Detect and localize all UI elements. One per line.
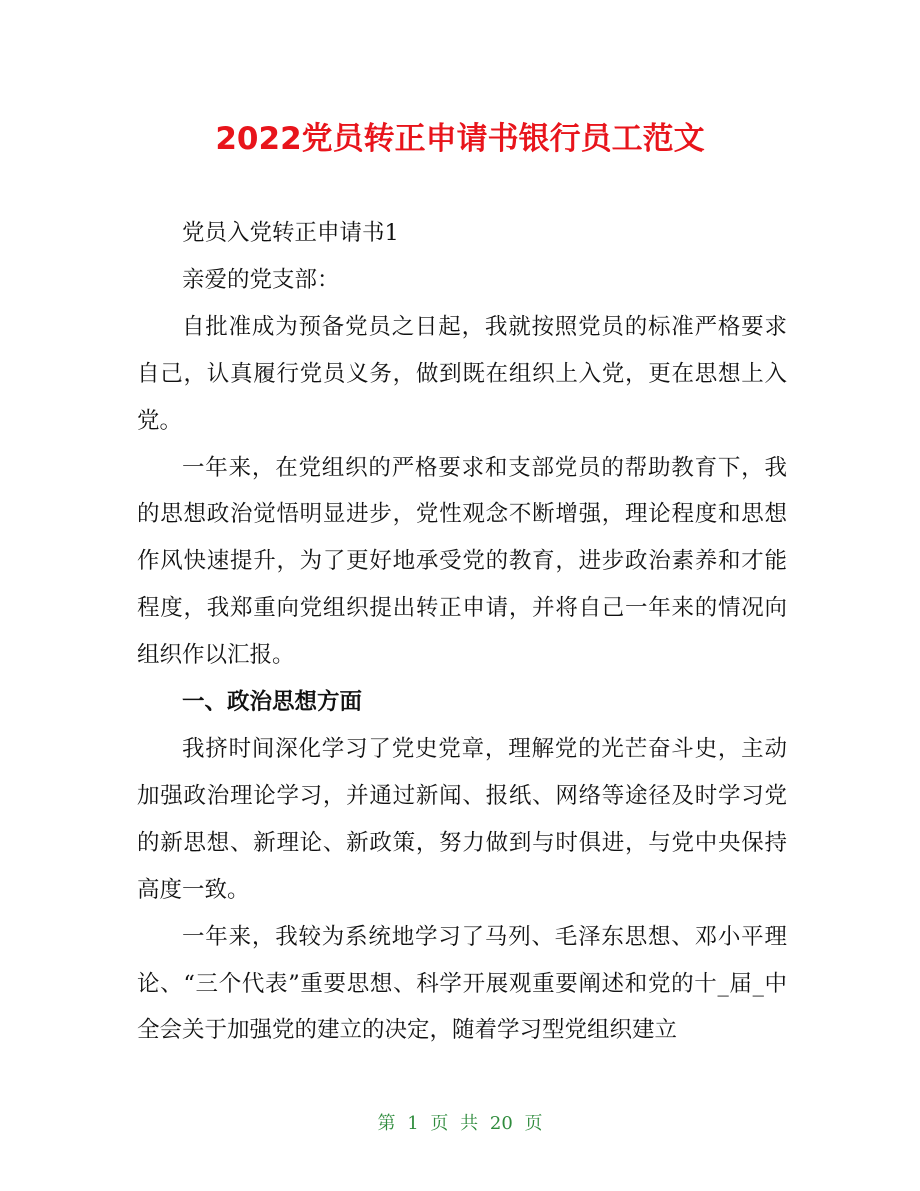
total-pages: 20 <box>489 1113 513 1134</box>
paragraph-salutation: 亲爱的党支部： <box>182 266 340 293</box>
paragraph-heading-line: 党员入党转正申请书1 <box>182 220 399 246</box>
paragraph-body-2: 一年来，在党组织的严格要求和支部党员的帮助教育下，我的思想政治觉悟明显进步，党性观念不断增强，理论程度和思想作风快速提升，为了更好地承受党的教育，进步政治素养和才能程度，我郑重向党组织提出转正申请，并将自己一年来的情况向组织作以汇报。 <box>137 454 787 669</box>
paragraph-body-4: 一年来，我较为系统地学习了马列、毛泽东思想、邓小平理论、“三个代表”重要思想、科学开展观重要阐述和党的十_届_中全会关于加强党的建立的决定，随着学习型党组织建立 <box>137 923 787 1044</box>
page-label: 第 <box>377 1113 396 1134</box>
page-footer <box>0 1110 920 1138</box>
document-title: 2022党员转正申请书银行员工范文 <box>215 121 705 157</box>
paragraph-body-3: 我挤时间深化学习了党史党章，理解党的光芒奋斗史，主动加强政治理论学习，并通过新闻、报纸、网络等途径及时学习党的新思想、新理论、新政策，努力做到与时俱进，与党中央保持高度一致。 <box>137 735 787 903</box>
total-word: 页 <box>524 1113 543 1134</box>
document-body <box>137 210 787 1054</box>
page-word: 页 <box>430 1113 449 1134</box>
page-number: 1 <box>407 1113 419 1134</box>
section-heading-political: 一、政治思想方面 <box>182 689 363 716</box>
total-label: 共 <box>460 1113 479 1134</box>
paragraph-body-1: 自批准成为预备党员之日起，我就按照党员的标准严格要求自己，认真履行党员义务，做到既在组织上入党，更在思想上入党。 <box>137 313 787 434</box>
